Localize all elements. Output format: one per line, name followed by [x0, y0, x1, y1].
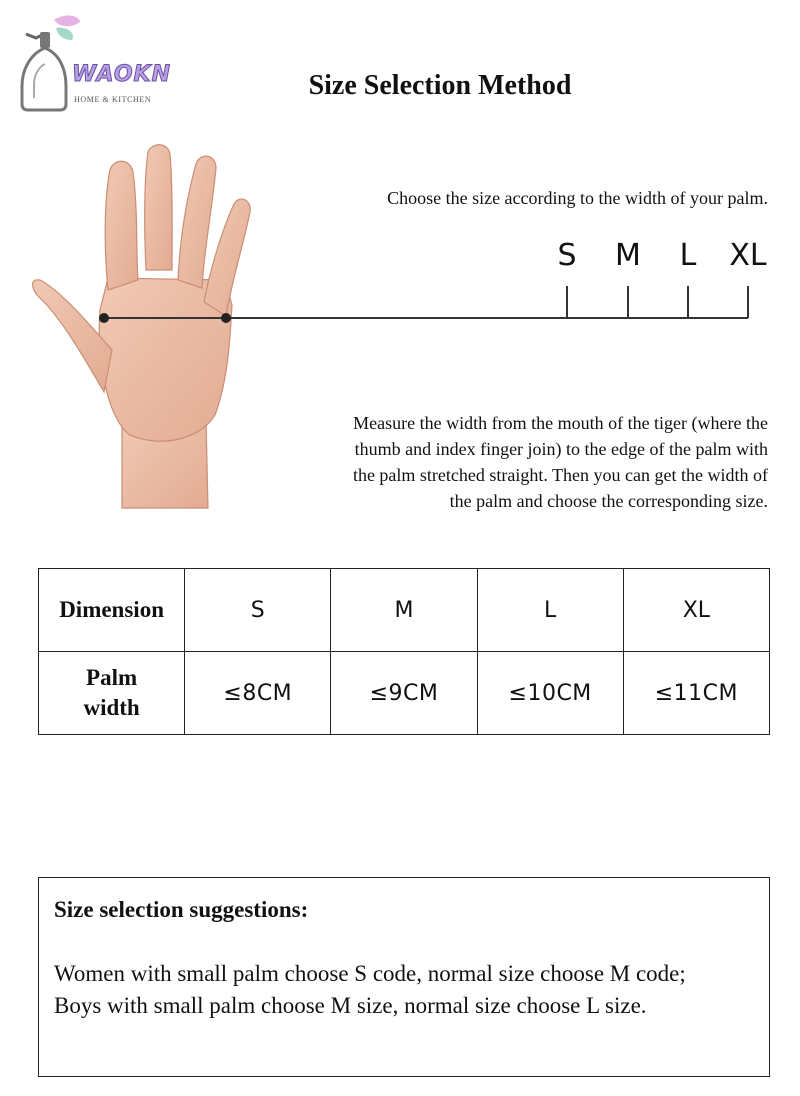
scale-label-l: L [679, 238, 697, 273]
value-s: ≤8CM [185, 652, 331, 735]
suggestion-line: Women with small palm choose S code, normal size choose M code; [54, 961, 686, 986]
measure-note-line: the palm stretched straight. Then you can get the width of [352, 465, 768, 485]
header-size-m: M [331, 569, 477, 652]
measure-note [300, 410, 768, 514]
scale-ticks [567, 286, 748, 318]
measure-dot-end [221, 313, 231, 323]
instruction-text: Choose the size according to the width of your palm. [387, 188, 768, 208]
page-title: Size Selection Method [308, 70, 572, 101]
size-table [38, 568, 770, 735]
suggestion-line: Boys with small palm choose M size, normal size choose L size. [54, 993, 647, 1018]
value-m: ≤9CM [331, 652, 477, 735]
measure-note-line: the palm and choose the corresponding size. [449, 491, 768, 511]
measure-dot-start [99, 313, 109, 323]
value-l: ≤10CM [477, 652, 623, 735]
scale-label-xl: XL [729, 238, 767, 273]
suggestions-text [54, 958, 754, 1022]
measure-note-line: Measure the width from the mouth of the tiger (where the [353, 413, 768, 433]
measure-note-line: thumb and index finger join) to the edge of the palm with [354, 439, 768, 459]
header-size-s: S [185, 569, 331, 652]
table-header-row [39, 569, 770, 652]
header-size-l: L [477, 569, 623, 652]
header-dimension: Dimension [39, 569, 185, 652]
suggestions-title: Size selection suggestions: [54, 897, 309, 922]
row-label-palm-width: Palm width [83, 665, 140, 720]
hand-icon [33, 145, 251, 508]
value-xl: ≤11CM [623, 652, 769, 735]
scale-label-s: S [557, 238, 577, 273]
brand-tagline: HOME & KITCHEN [74, 95, 152, 104]
table-row [39, 652, 770, 735]
leaf-pink-icon [54, 16, 80, 27]
brand-name: WAOKN [72, 62, 171, 87]
scale-label-m: M [615, 238, 641, 273]
leaf-green-icon [56, 28, 73, 40]
header-size-xl: XL [623, 569, 769, 652]
